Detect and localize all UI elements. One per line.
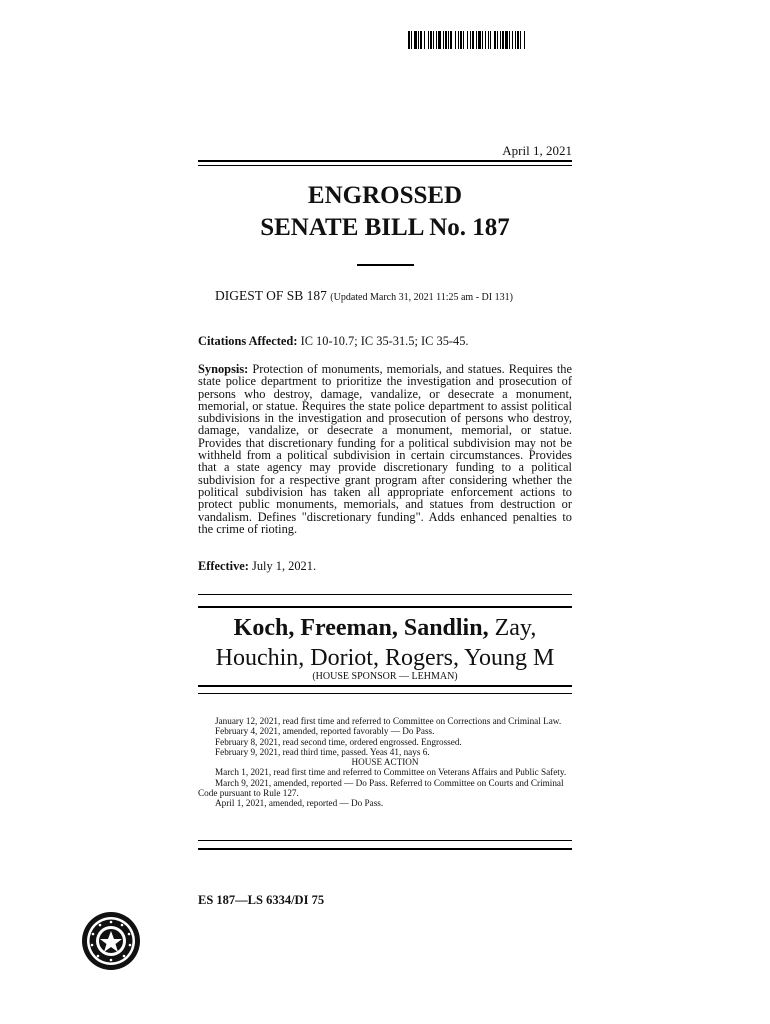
sponsor-names: Zay, [494,615,537,641]
effective-text: July 1, 2021. [252,559,317,573]
effective-date [198,560,572,572]
history-entry: March 1, 2021, read first time and referred to Committee on Veterans Affairs and Public Safety. [215,767,567,778]
house-action-heading: HOUSE ACTION [351,757,419,768]
divider [198,848,572,850]
history-entry: March 9, 2021, amended, reported — Do Pass. Referred to Committee on Courts and Criminal Code pursuant to Rule 127. [198,777,564,799]
synopsis-label: Synopsis: [198,362,249,376]
citations-label: Citations Affected: [198,334,298,348]
history-entry: February 4, 2021, amended, reported favorably — Do Pass. [215,726,435,737]
senate-sponsors-line1 [198,615,572,642]
history-entry: April 1, 2021, amended, reported — Do Pass. [215,798,384,809]
legislative-history [198,716,572,809]
history-entry [198,716,572,726]
divider [198,594,572,595]
history-entry: February 8, 2021, read second time, ordered engrossed. Engrossed. [215,736,462,747]
digest-heading [215,288,513,304]
bill-document-code: ES 187—LS 6334/DI 75 [198,893,325,907]
sponsor-bold-names: Koch, Freeman, Sandlin, [233,615,489,641]
divider [198,840,572,841]
citations-text: IC 10-10.7; IC 35-31.5; IC 35-45. [300,334,469,348]
bill-title-line1: ENGROSSED [307,182,463,209]
divider [198,160,572,162]
digest-updated: (Updated March 31, 2021 11:25 am - DI 131) [330,292,513,303]
title-underline [357,264,414,266]
synopsis-text: Protection of monuments, memorials, and statues. Requires the state police department to prioritize the investigation and prosecution of persons who destroy, damage, vandalize, or desecrate a monument, memorial, or statue. Requires the state police department to assist political subdivisions in the investigation and prosecution of persons who destroy, damage, vandalize, or desecrate a monument, memorial, or statue. Provides that discretionary funding for a political subdivision may not be withheld from a political subdivision in certain circumstances. Provides that a state agency may provide discretionary funding to a political subdivision for a respective grant program after considering whether the political subdivision has taken all appropriate enforcement actions to protect public monuments, memorials, and statues from destruction or vandalism. Defines "discretionary funding". Adds enhanced penalties to the crime of rioting. [198,362,572,536]
history-entry: February 9, 2021, read third time, passed. Yeas 41, nays 6. [215,746,430,757]
citations-affected [198,335,572,347]
synopsis [198,363,572,535]
bill-date: April 1, 2021 [502,143,572,158]
house-sponsor: (HOUSE SPONSOR — LEHMAN) [312,671,458,682]
barcode-icon [408,31,588,49]
barcode-bar [525,31,527,49]
divider [198,165,572,166]
bill-title-line2: SENATE BILL No. 187 [260,214,510,241]
divider [198,685,572,687]
digest-label: DIGEST OF SB 187 [215,288,327,303]
divider [198,606,572,608]
state-seal-icon [81,911,141,971]
history-entry-text: January 12, 2021, read first time and referred to Committee on Corrections and Criminal Law. [215,716,562,726]
effective-label: Effective: [198,559,249,573]
divider [198,693,572,694]
senate-sponsors-line2: Houchin, Doriot, Rogers, Young M [215,645,555,671]
